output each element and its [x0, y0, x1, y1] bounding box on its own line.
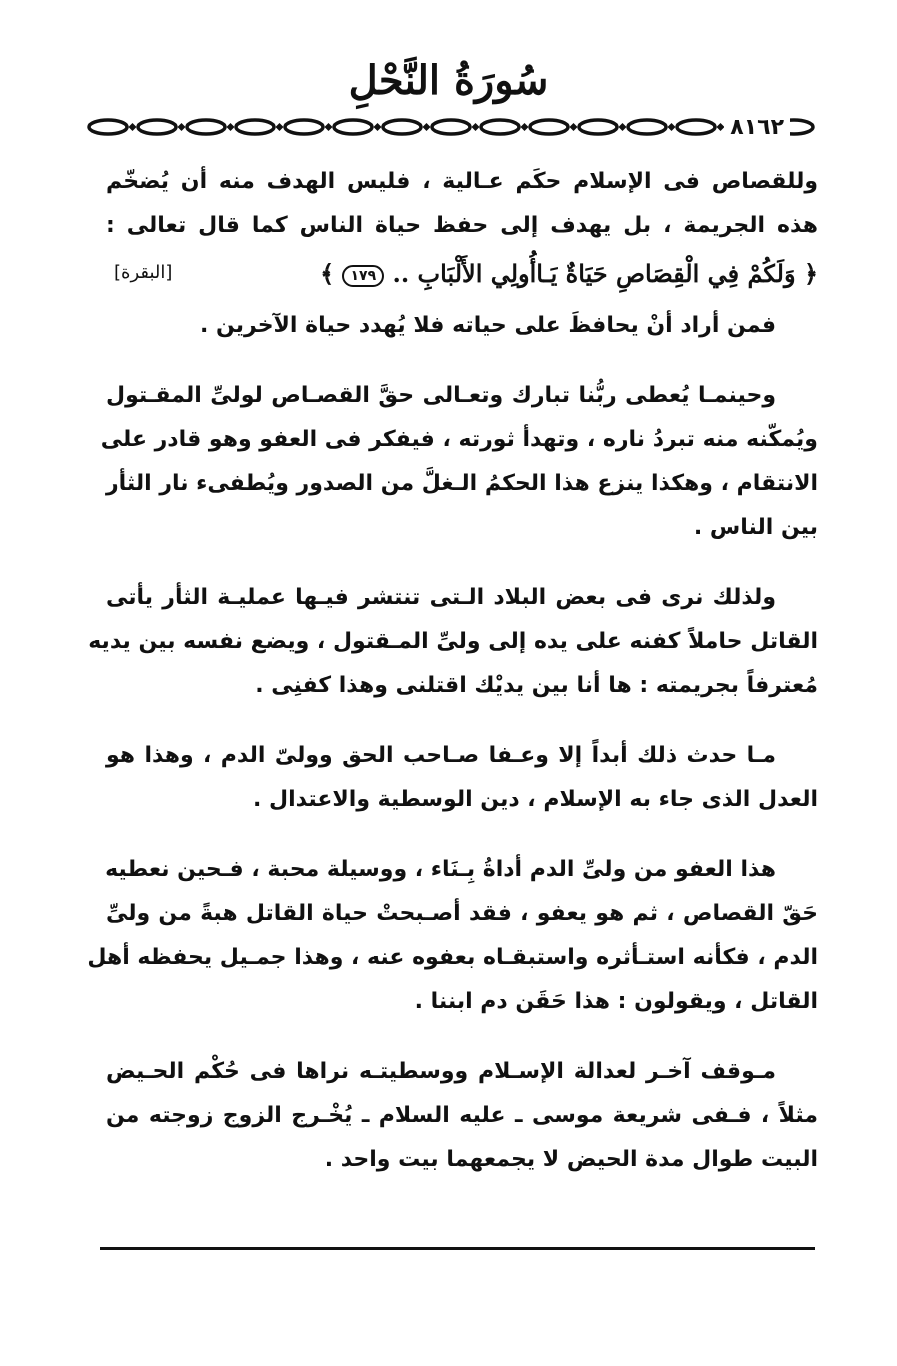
chain-link	[89, 120, 127, 134]
text-line: فمن أراد أنْ يحافظَ على حياته فلا يُهدد حياة الآخرين .	[199, 313, 776, 338]
chain-diamond	[276, 123, 284, 131]
page-number: ٨١٦٢	[724, 116, 790, 140]
text-line: مـوقف آخـر لعدالة الإسـلام ووسطيتـه نراها فى حُكْم الحـيض	[106, 1059, 776, 1084]
chain-diamond	[570, 123, 578, 131]
verse-open-bracket: ﴿	[803, 259, 818, 288]
verse-number: ١٧٩	[342, 265, 384, 287]
paragraph-7	[106, 1050, 818, 1182]
chain-diamond	[521, 123, 529, 131]
chain-link	[677, 120, 715, 134]
chain-link	[481, 120, 519, 134]
page-body	[87, 160, 818, 1182]
chain-diamond	[178, 123, 186, 131]
paragraph-1	[106, 160, 818, 248]
surah-title: سُورَةُ النَّحْلِ	[348, 57, 549, 104]
verse-reference: [البقرة]	[114, 262, 173, 283]
text-line: هذا العفو من ولىِّ الدم أداةُ بِـنَاء ، ووسيلة محبة ، فـحين نعطيه	[105, 857, 776, 882]
chain-link	[383, 120, 421, 134]
chain-link	[432, 120, 470, 134]
chain-link	[187, 120, 225, 134]
text-line: وللقصاص فى الإسلام حكَم عـالية ، فليس الهدف منه أن يُضخّم	[106, 169, 818, 194]
text-line: القاتل ، ويقولون : هذا حَقَن دم ابننا .	[414, 989, 818, 1014]
chain-diamond	[668, 123, 676, 131]
verse-text-group	[320, 254, 818, 294]
paragraph-3	[100, 374, 818, 550]
paragraph-5	[106, 734, 818, 822]
text-line: مُعترفاً بجريمته : ها أنا بين يديْك اقتلنى وهذا كفنِى .	[255, 673, 818, 698]
text-line: هذه الجريمة ، بل يهدف إلى حفظ حياة الناس كما قال تعالى :	[106, 213, 818, 238]
chain-diamond	[619, 123, 627, 131]
chain-diamond	[374, 123, 382, 131]
paragraph-2	[106, 304, 818, 348]
chain-diamond	[325, 123, 333, 131]
footer-rule	[100, 1247, 815, 1250]
text-line: الانتقام ، وهكذا ينزع هذا الحكمُ الـغلَّ من الصدور ويُطفىء نار الثأر	[105, 471, 818, 496]
text-line: ولذلك نرى فى بعض البلاد الـتى تنتشر فيـها عمليـة الثأر يأتى	[106, 585, 776, 610]
header-ornament-row	[86, 108, 850, 146]
chain-diamond	[129, 123, 137, 131]
text-line: مـا حدث ذلك أبداً إلا وعـفا صـاحب الحق وولىّ الدم ، وهذا هو	[106, 743, 776, 768]
verse-close-bracket: ﴾	[320, 259, 335, 288]
chain-link	[530, 120, 568, 134]
chain-diamond	[423, 123, 431, 131]
chain-link	[334, 120, 372, 134]
chain-link	[236, 120, 274, 134]
text-line: البيت طوال مدة الحيض لا يجمعهما بيت واحد .	[324, 1147, 818, 1172]
chain-diamond	[227, 123, 235, 131]
paragraph-6	[87, 848, 818, 1024]
text-line: الدم ، فكأنه استـأثره واستبقـاه بعفوه عنه ، وهذا جمـيل يحفظه أهل	[87, 945, 818, 970]
text-line: العدل الذى جاء به الإسلام ، دين الوسطية والاعتدال .	[253, 787, 818, 812]
chain-link	[579, 120, 617, 134]
chain-link	[285, 120, 323, 134]
paragraph-4	[88, 576, 818, 708]
text-line: وحينمـا يُعطى ربُّنا تبارك وتعـالى حقَّ القصـاص لولىِّ المقـتول	[106, 383, 776, 408]
text-line: حَقّ القصاص ، ثم هو يعفو ، فقد أصـبحتْ حياة القاتل هبةً من ولىِّ	[106, 901, 818, 926]
verse-text: وَلَكُمْ فِي الْقِصَاصِ حَيَاةٌ يَـاأُولِي الأَلْبَابِ ..	[392, 259, 796, 288]
chain-link	[138, 120, 176, 134]
text-line: القاتل حاملاً كفنه على يده إلى ولىِّ المـقتول ، ويضع نفسه بين يديه	[88, 629, 818, 654]
chain-link	[628, 120, 666, 134]
text-line: بين الناس .	[693, 515, 818, 540]
text-line: ويُمكّنه منه تبردُ ناره ، وتهدأ ثورته ، فيفكر فى العفو وهو قادر على	[100, 427, 818, 452]
chain-diamond	[472, 123, 480, 131]
text-line: مثلاً ، فـفى شريعة موسى ـ عليه السلام ـ يُخْـرج الزوج زوجته من	[106, 1103, 818, 1128]
quran-verse	[106, 248, 818, 304]
